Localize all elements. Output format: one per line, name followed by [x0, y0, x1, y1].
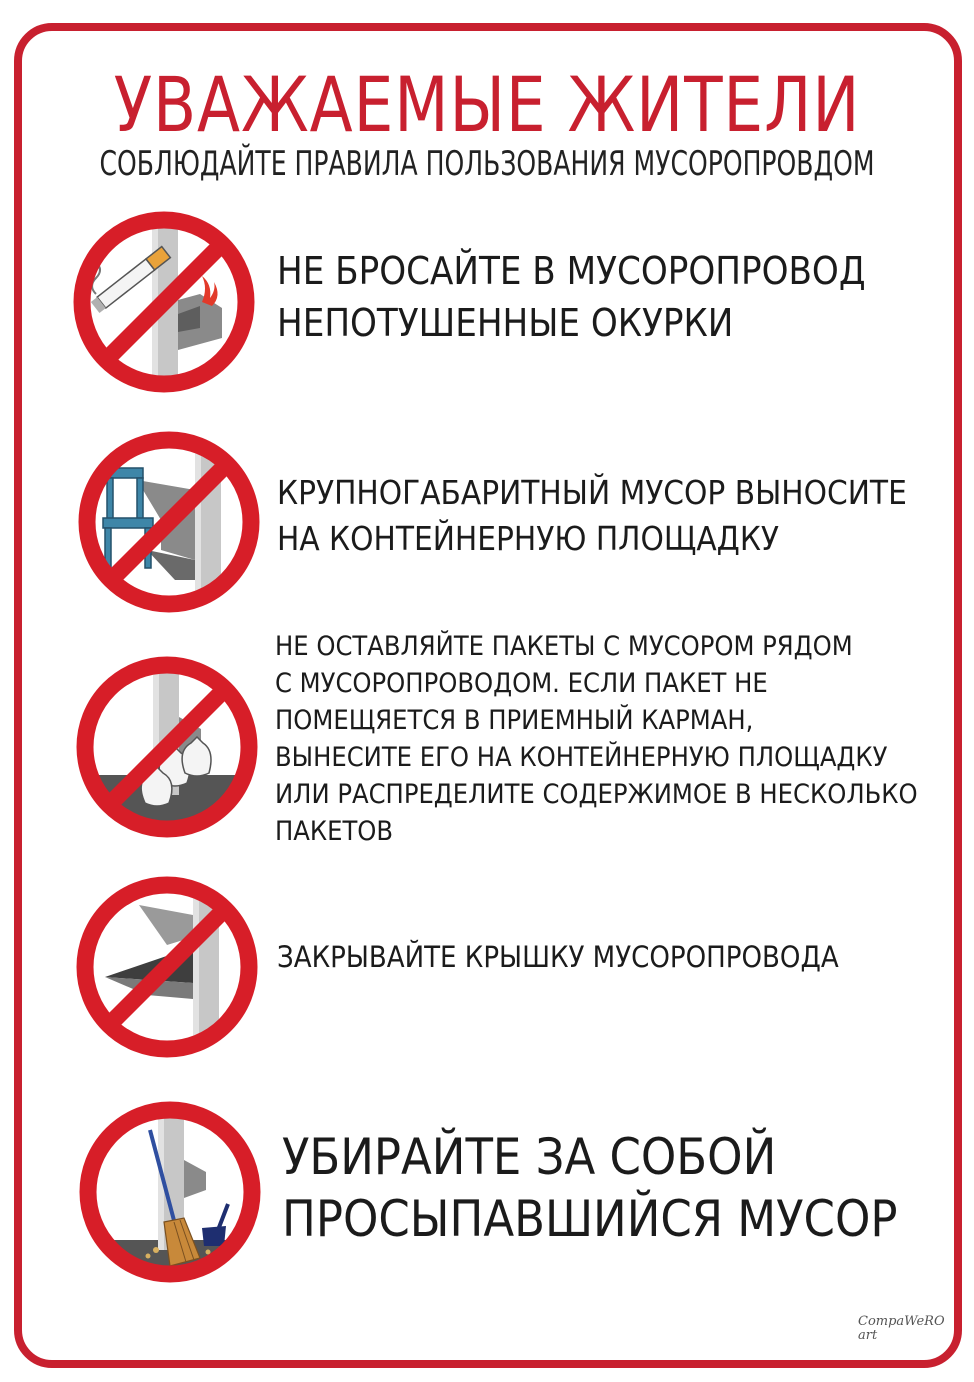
poster-title: УВАЖАЕМЫЕ ЖИТЕЛИ: [113, 60, 861, 149]
broom-icon: [78, 1100, 262, 1284]
no-cigarette-icon: [72, 210, 256, 394]
rule-bags: НЕ ОСТАВЛЯЙТЕ ПАКЕТЫ С МУСОРОМ РЯДОМ С МУСОРОПРОВОДОМ. ЕСЛИ ПАКЕТ НЕ ПОМЕЩЯЕТСЯ В ПРИЕМНЫЙ КАРМАН, ВЫНЕСИТЕ ЕГО НА КОНТЕЙНЕРНУЮ ПЛОЩАДКУ ИЛИ РАСПРЕДЕЛИТЕ СОДЕРЖИМОЕ В НЕСКОЛЬКО ПАКЕТОВ: [275, 631, 918, 847]
rule-no-cigarettes: НЕ БРОСАЙТЕ В МУСОРОПРОВОД НЕПОТУШЕННЫЕ ОКУРКИ: [277, 249, 866, 345]
no-open-lid-icon: [75, 875, 259, 1059]
no-chair-icon: [77, 430, 261, 614]
no-bags-icon: [75, 655, 259, 839]
poster-subtitle: СОБЛЮДАЙТЕ ПРАВИЛА ПОЛЬЗОВАНИЯ МУСОРОПРОВДОМ: [99, 144, 875, 184]
rule-close-lid: ЗАКРЫВАЙТЕ КРЫШКУ МУСОРОПРОВОДА: [277, 940, 839, 974]
artist-signature: CompaWeRO art: [858, 1314, 945, 1343]
rule-bulky-waste: КРУПНОГАБАРИТНЫЙ МУСОР ВЫНОСИТЕ НА КОНТЕЙНЕРНУЮ ПЛОЩАДКУ: [277, 473, 907, 558]
rule-clean-up: УБИРАЙТЕ ЗА СОБОЙ ПРОСЫПАВШИЙСЯ МУСОР: [282, 1128, 898, 1248]
